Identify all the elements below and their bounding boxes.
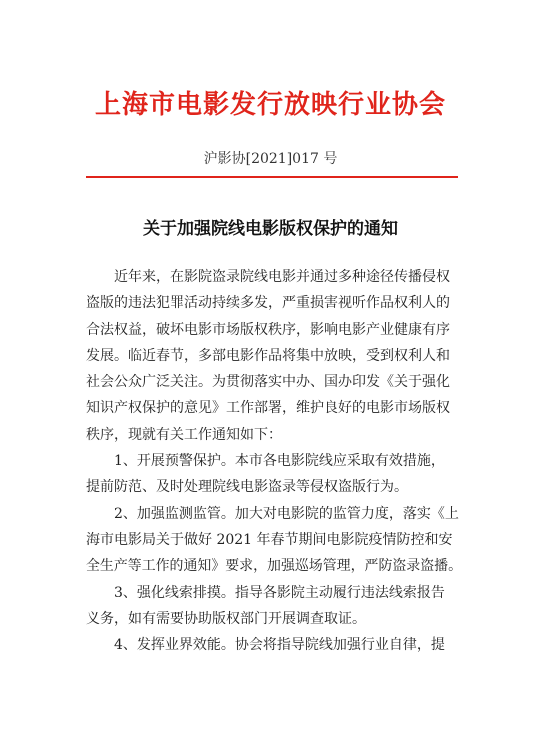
text-line: 盗版的违法犯罪活动持续多发，严重损害视听作品权利人的 [86, 295, 450, 312]
text-line: 3、强化线索排摸。指导各影院主动履行违法线索报告 [114, 584, 445, 601]
document-number: 沪影协[2021]017 号 [203, 151, 338, 167]
text-line: 全生产等工作的通知》要求，加强巡场管理，严防盗录盗播。 [86, 558, 462, 575]
organization-title: 上海市电影发行放映行业协会 [94, 90, 446, 120]
text-line: 合法权益，破坏电影市场版权秩序，影响电影产业健康有序 [86, 321, 450, 338]
text-line: 近年来，在影院盗录院线电影并通过多种途径传播侵权 [114, 269, 450, 285]
item-1-paragraph [86, 448, 462, 501]
text-line: 社会公众广泛关注。为贯彻落实中办、国办印发《关于强化 [86, 374, 450, 391]
notice-body [86, 264, 462, 658]
text-line: 秩序，现就有关工作通知如下： [86, 426, 282, 443]
item-3-paragraph [86, 580, 462, 633]
intro-paragraph [86, 264, 462, 448]
item-4-paragraph [86, 632, 462, 658]
text-line: 知识产权保护的意见》工作部署，维护良好的电影市场版权 [86, 400, 450, 417]
item-2-paragraph [86, 501, 462, 580]
text-line: 2、加强监测监管。加大对电影院的监管力度，落实《上 [114, 505, 459, 522]
text-line: 4、发挥业界效能。协会将指导院线加强行业自律，提 [114, 637, 445, 654]
text-line: 发展。临近春节，多部电影作品将集中放映，受到权利人和 [86, 347, 450, 364]
notice-title: 关于加强院线电影版权保护的通知 [143, 219, 398, 239]
text-line: 提前防范、及时处理院线电影盗录等侵权盗版行为。 [86, 479, 408, 496]
text-line: 1、开展预警保护。本市各电影院线应采取有效措施， [114, 453, 445, 470]
text-line: 义务，如有需要协助版权部门开展调查取证。 [86, 610, 366, 627]
header-divider [86, 176, 458, 178]
text-line: 海市电影局关于做好 2021 年春节期间电影院疫情防控和安 [86, 531, 453, 548]
